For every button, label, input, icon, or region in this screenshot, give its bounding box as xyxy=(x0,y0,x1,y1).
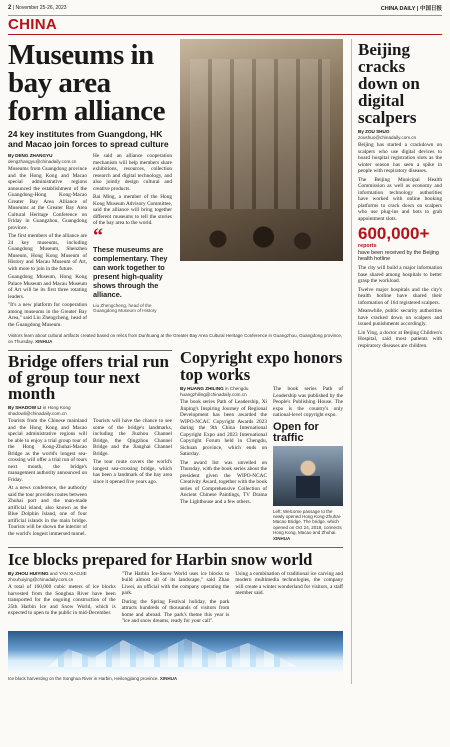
harbin-paragraph: During the Spring Festival holiday, the park attracts hundreds of thousands of visitors from home and abroad. The park's theme this year is "ice and snow dreams, ready for your call". xyxy=(121,598,230,625)
bridge-headline: Bridge offers trial run of group tour next month xyxy=(8,352,169,403)
masthead xyxy=(8,0,442,16)
lead-headline: Museums in bay area form alliance xyxy=(8,39,165,127)
lead-paragraph: Museums from Guangdong province and the Hong Kong and Macao special administrative regions announced the establishment of the Guangdong-Hong Kong-Macao Greater Bay Area Alliance of Museums at the Greater Bay Area Cultural Heritage Conference on Friday in Guangzhou, Guangdong province. xyxy=(8,166,87,231)
promo-photo xyxy=(273,446,343,506)
bridge-byline: By SHADOW LI in Hong Kong shadowli@chinadaily.com.cn xyxy=(8,405,71,416)
lead-photo xyxy=(180,39,343,261)
traffic-promo xyxy=(273,386,343,544)
lead-paragraph: "It's a new platform for cooperation among museums in the Greater Bay Area," said Liu Zhengcheng, head of the Guangdong Museum. xyxy=(8,302,87,328)
scalpers-paragraph: The city will build a major information base shared among hospitals to better grasp the workload. xyxy=(358,265,442,285)
scalpers-paragraph: The Beijing Municipal Health Commission as well as economy and information technology authorities have worked with online booking platforms to crack down on scalpers who use plug-ins and bots to grab appointment slots. xyxy=(358,176,442,222)
pull-quote-text: These museums are complementary. They can work together to present high-quality shows through the alliance. xyxy=(93,244,168,299)
bridge-paragraph: Tourists will have the chance to see some of the bridge's landmarks, including the Jiuzhou Channel Bridge, the Qingzhou Channel Bridge and the Jianghai Channel Bridge. xyxy=(93,418,172,457)
lead-paragraph: The first members of the alliance are 24 key museums, including Guangdong Museum, Shenzhen Museum, Hong Kong Museum of History and Macau Museum of Art, with more to join in the future. xyxy=(8,233,87,272)
copyright-headline: Copyright expo honors top works xyxy=(180,348,343,384)
lead-body-col-2 xyxy=(93,153,172,330)
bridge-story xyxy=(8,347,172,544)
scalpers-paragraph: Twelve major hospitals and the city's health hotline have shared their information of 164 registered scalpers. xyxy=(358,286,442,306)
harbin-paragraph: A total of 160,000 cubic meters of ice blocks harvested from the Songhua River have been transported for the ongoing construction of the 25th Harbin Ice and Snow World, which is expected to open to the public in mid-December. xyxy=(8,584,116,617)
page-columns xyxy=(8,39,442,684)
copyright-byline: By HUANG ZHILING in Chengdu huangzhiling@chinadaily.com.cn xyxy=(180,386,249,397)
side-column xyxy=(351,39,442,684)
section-title: CHINA xyxy=(8,16,442,35)
lead-paragraph: Bai Ming, a member of the Hong Kong Museum Advisory Committee, said the alliance will bring together different museums to tell the stories of the bay area to the world. xyxy=(93,194,172,226)
pull-quote xyxy=(93,224,172,314)
harbin-story xyxy=(8,551,343,681)
scalpers-paragraph: Meanwhile, public security authorities have cracked down on scalpers and issued punishments accordingly. xyxy=(358,308,442,328)
middle-row xyxy=(8,347,343,544)
lead-deck: 24 key institutes from Guangdong, HK and Macao join forces to spread culture xyxy=(8,129,169,149)
bridge-paragraph: At a news conference, the authority said the tour provides routes between Zhuhai port and the man-made artificial island, also known as the Blue Dolphin Island, one of four artificial islands in the main bridge. Tourists will be shown the interior of the world's longest immersed tunnel. xyxy=(8,485,87,537)
stat-label: reports have been received by the Beijing health hotline xyxy=(358,243,439,262)
copyright-paragraph: The award list was unveiled on Thursday, with the book series about the president given the WIPO-NCAC Creativity Award, together with the book series of Comprehensive Collection of Ancient Chinese Paintings, TV Drama The Lighthouse and a few others. xyxy=(180,459,267,505)
lead-story-block xyxy=(8,39,343,330)
brand-name-cn: 中国日报 xyxy=(419,5,442,12)
harbin-photo xyxy=(8,631,343,673)
main-column xyxy=(8,39,343,684)
promo-headline: Open for traffic xyxy=(273,420,319,444)
masthead-brand: CHINA DAILY | 中国日报 xyxy=(380,5,442,12)
bridge-paragraph: Tourists from the Chinese mainland and the Hong Kong and Macao special administrative regions will be able to enjoy a trial group tour of the Hong Kong-Zhuhai-Macao Bridge as the world's longest sea-crossing will offer a trial run of tours next month, the bridge's management authority announced on Friday. xyxy=(8,418,87,483)
masthead-left: 2 | November 25-26, 2023 xyxy=(8,4,67,11)
copyright-paragraph: The book series Path of Leadership was published by the People's Publishing House. The expo is the country's only national-level copyright expo. xyxy=(273,386,343,418)
pull-quote-attribution: Liu Zhengcheng, head of the Guangdong Museum of History xyxy=(93,302,157,314)
harbin-headline: Ice blocks prepared for Harbin snow world xyxy=(8,549,313,569)
harbin-byline: By ZHOU HUIYING and YAN XIAOJIE zhouhuiying@chinadaily.com.cn xyxy=(8,570,87,582)
lead-paragraph: Guangdong Museum, Hong Kong Palace Museum and Macau Museum of Art will be its first three rotating leaders. xyxy=(8,274,87,300)
lead-byline: By DENG ZHANGYU dengzhangyu@chinadaily.com.cn xyxy=(8,153,77,164)
page-number: 2 xyxy=(8,4,12,11)
lead-body xyxy=(8,153,172,330)
brand-name: CHINA DAILY xyxy=(380,5,416,12)
quote-mark-icon: “ xyxy=(93,224,103,247)
promo-caption: Left: Welcome passage to the newly opened Hong Kong-Zhuhai-Macao Bridge. The bridge, which opened on Oct 24, 2018, connects Hong Kong, Macao and Zhuhai. XINHUA xyxy=(273,508,342,541)
harbin-paragraph: Using a combination of traditional ice carving and modern multimedia technologies, the company will create a winter wonderland for visitors, a staff member said. xyxy=(235,570,344,597)
harbin-paragraph: "The Harbin Ice-Snow World uses ice blocks to build almost all of its landscape," said Zhao Liwei, an official with the company operating the park. xyxy=(121,570,230,597)
harbin-photo-caption: Ice block harvesting on the Songhua River in Harbin, Heilongjiang province. XINHUA xyxy=(8,675,178,681)
issue-date: November 25-26, 2023 xyxy=(15,4,67,11)
lead-body-col-1 xyxy=(8,153,87,330)
scalpers-byline: By ZOU SHUO zoushuo@chinadaily.com.cn xyxy=(358,129,417,140)
scalpers-paragraph: Beijing has started a crackdown on scalpers who use digital devices to hoard hospital registration slots as the winter season has seen a spike in people with respiratory diseases. xyxy=(358,142,442,175)
stat-value: 600,000+ xyxy=(358,224,430,244)
lead-paragraph: He said an alliance cooperation mechanism will help members share exhibitions, resources, collection research and digital technology, and also jointly design cultural and creative products. xyxy=(93,153,172,192)
copyright-paragraph: The book series Path of Leadership, Xi Jinping's Inspiring Journey of Regional Development has been awarded the WIPO-NCAC Copyright Awards 2023 during the 9th China International Copyright Expo and 2023 International Copyright Forum held in Chengdu, Sichuan province, which ends on Saturday. xyxy=(180,399,267,458)
scalpers-headline: Beijing cracks down on digital scalpers xyxy=(358,40,420,127)
scalpers-paragraph: Lin Ying, a doctor at Beijing Children's Hospital, said most patients with respiratory diseases are children. xyxy=(358,329,442,349)
lead-photo-caption: Visitors learn about cultural artifacts created based on relics from Dunhuang at the Greater Bay Area Cultural Heritage Conference in Guangzhou, Guangdong province, on Thursday. XINHUA xyxy=(8,333,343,344)
lead-story xyxy=(8,39,172,330)
bridge-paragraph: The tour route covers the world's longest sea-crossing bridge, which has been a landmark of the bay area since it opened five years ago. xyxy=(93,459,172,485)
copyright-story xyxy=(180,347,343,544)
